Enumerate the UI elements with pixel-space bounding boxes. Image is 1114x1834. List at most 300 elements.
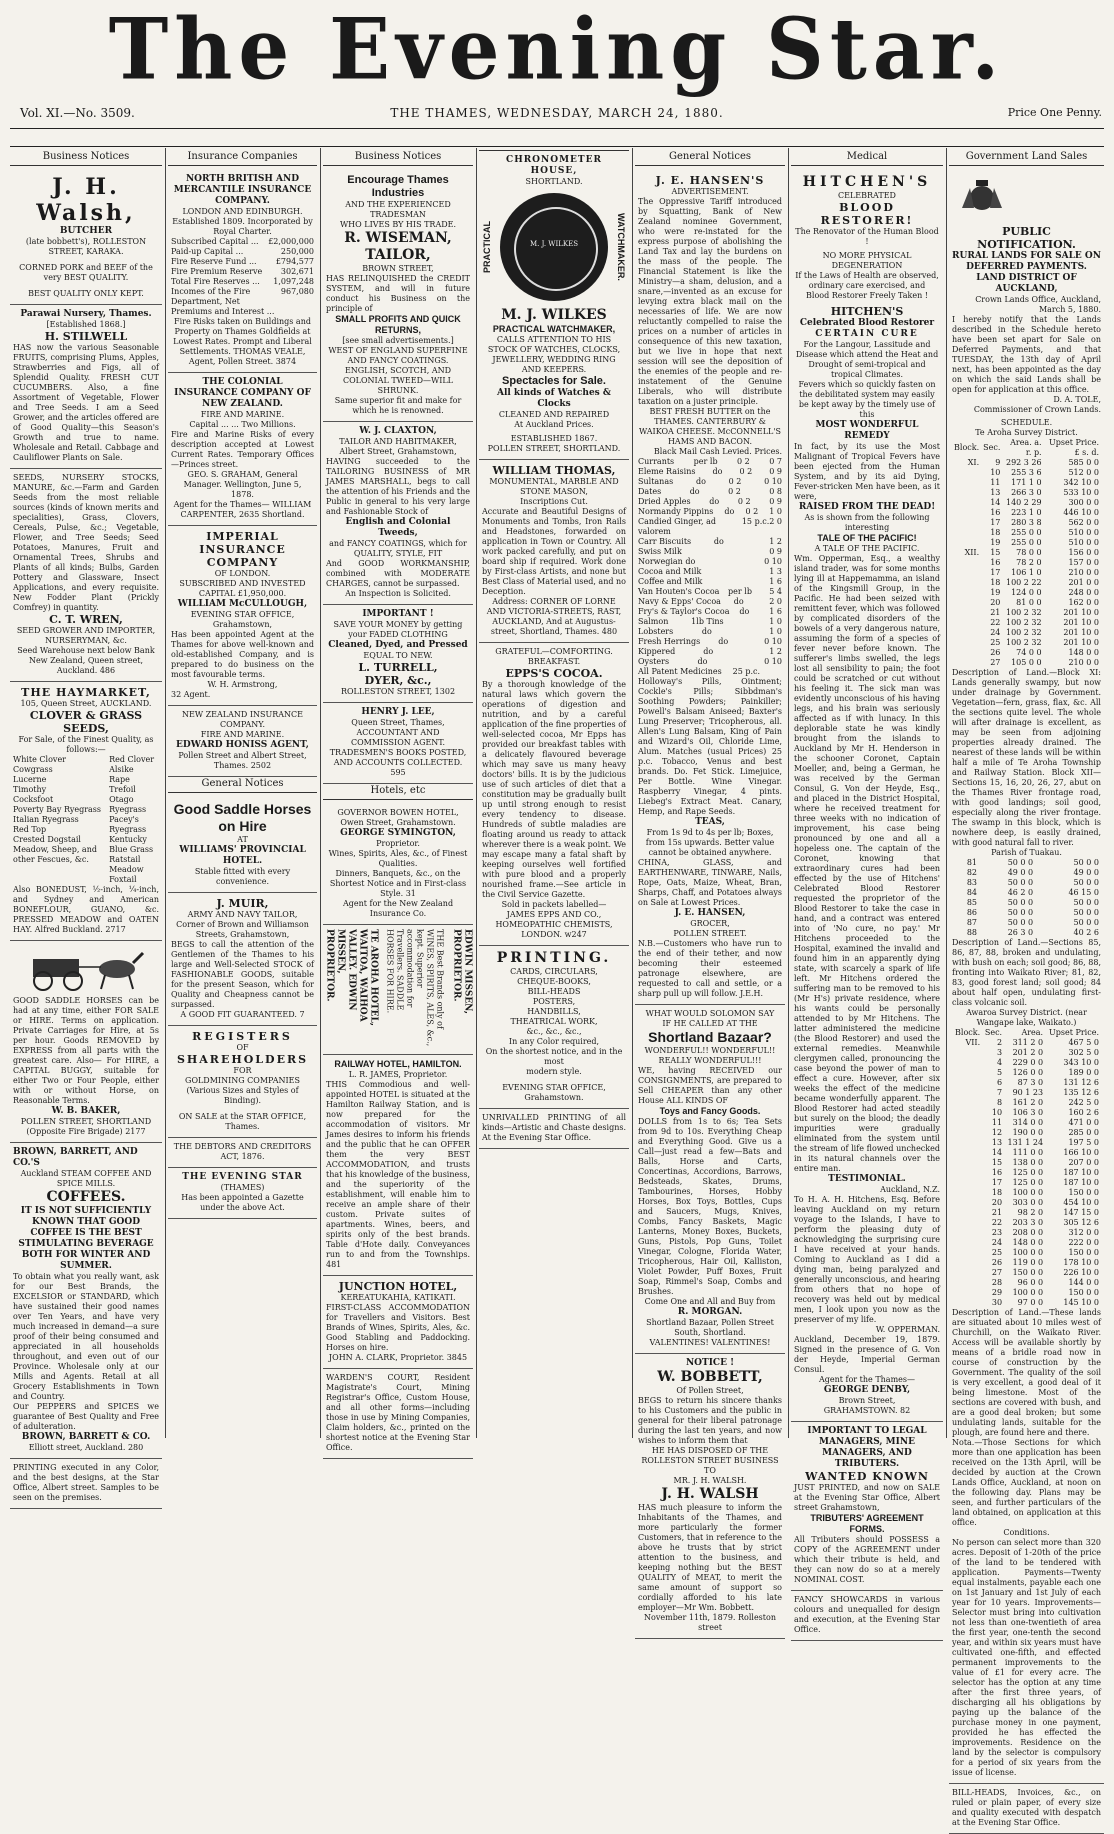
table-cell: 203 3 0 xyxy=(1012,1218,1044,1227)
ad-text: Accurate and Beautiful Designs of Monuments and Tombs, Iron Rails and Headstones, forwarded on application in Town or Country. All work packed carefully, and put on board ship if required. Work done by First-class Artists, and none but Best Class of Material used, and no Deception. xyxy=(482,507,626,596)
north-british-ad xyxy=(168,170,317,373)
price-row-cell: 0 2 xyxy=(728,487,741,496)
price-table xyxy=(638,457,782,677)
ad-title: WHAT WOULD SOLOMON SAY xyxy=(645,1009,775,1018)
price-row-cell: Kippered xyxy=(638,647,676,656)
table-cell: 17 xyxy=(990,568,1001,577)
ad-text: HAS much pleasure to inform the Inhabitants of the Thames, and more particularly the former Customers, that in reference to the above he trusts that by strict attention to the business, and keeping nothing but the BEST QUALITY of MEAT, to merit the same amount of support so cordially afforded to his late employer—Mr Wm. Bobbett. xyxy=(638,1503,782,1612)
table-cell: 100 2 32 xyxy=(1005,638,1042,647)
price-row-cell: 2 0 xyxy=(769,597,782,606)
price-row xyxy=(638,577,782,587)
capital-row xyxy=(171,237,314,247)
table-cell: 46 2 0 xyxy=(1007,888,1034,897)
table-row xyxy=(952,1248,1101,1258)
table-cell xyxy=(952,1168,982,1178)
table-cell xyxy=(952,648,981,658)
table-cell: 242 5 0 xyxy=(1068,1098,1099,1107)
ad-text: ON SALE at the STAR OFFICE, Thames. xyxy=(178,1112,307,1131)
table-cell: 27 xyxy=(991,1268,1003,1277)
capital-row-cell: 250,000 xyxy=(280,247,314,256)
printing-item: THEATRICAL WORK, xyxy=(510,1017,598,1026)
ad-title: Good Saddle Horses on Hire xyxy=(173,801,312,834)
table-cell: 255 3 6 xyxy=(1011,468,1042,477)
section-header: General Notices xyxy=(168,777,317,793)
table-cell: 16 xyxy=(990,558,1001,567)
printing-item: modern style. xyxy=(526,1067,582,1076)
price-row xyxy=(638,627,782,637)
railway-hotel-ad xyxy=(323,1055,473,1276)
ad-name: J. H. WALSH xyxy=(661,1486,759,1502)
ad-subtitle: BREAKFAST. xyxy=(527,657,581,666)
price-row-cell: 1 6 xyxy=(769,577,782,586)
seed-item: Red Clover xyxy=(109,755,155,764)
table-cell: 50 0 0 xyxy=(1007,898,1034,907)
price-row-cell: 0 10 xyxy=(764,637,782,646)
ad-text: ROLLESTON STREET BUSINESS xyxy=(641,1456,779,1465)
table-cell: 189 0 0 xyxy=(1068,1068,1099,1077)
table-cell: 150 0 0 xyxy=(1012,1268,1044,1277)
ad-text: MOST WONDERFUL REMEDY xyxy=(815,420,919,441)
table-cell: 78 2 0 xyxy=(1016,558,1042,567)
table-cell: 157 0 0 xyxy=(1068,558,1099,567)
table-row xyxy=(952,1078,1101,1088)
printing-item: HANDBILLS, xyxy=(527,1007,581,1016)
printing-item: &c., &c., &c., xyxy=(526,1027,582,1036)
ad-name: R. WISEMAN, TAILOR, xyxy=(344,230,452,263)
capital-row-cell: Total Fire Reserves ... xyxy=(171,277,260,286)
price-row-cell: 0 2 xyxy=(739,467,753,476)
table-cell: 187 10 0 xyxy=(1063,1168,1099,1177)
ad-text: OF xyxy=(236,1043,249,1052)
ad-name: BROWN, BARRETT & CO. xyxy=(21,1432,151,1442)
ad-name: W. B. BAKER, xyxy=(51,1106,121,1116)
table-cell: 81 0 0 xyxy=(1016,598,1042,607)
table-cell: 50 0 0 xyxy=(1007,918,1034,927)
table-cell: 305 12 6 xyxy=(1063,1218,1099,1227)
ad-name: D. A. TOLE, xyxy=(1053,395,1101,404)
ad-text: Capital ... ... Two Millions. xyxy=(189,420,296,429)
seed-item: Crested Dogstail xyxy=(13,835,81,844)
ad-text: I hereby notify that the Lands described in the Schedule hereto have been set apart for Sale on Deferred Payments, and that TUESDAY, the 13th day of April next, has been appointed as the day on which the said Lands shall be open for application at this office. xyxy=(952,315,1101,394)
tuakau-table xyxy=(952,858,1101,938)
seed-item: Ratstail xyxy=(109,855,141,864)
price-row xyxy=(638,497,782,507)
ad-text: Blood Restorer Freely Taken ! xyxy=(806,291,928,300)
evening-star-gazette-ad xyxy=(168,1168,317,1219)
side-label: WATCHMAKER. xyxy=(616,213,626,281)
ad-subtitle: DYER, &c., xyxy=(364,674,432,687)
printing-ad xyxy=(10,1459,162,1509)
ad-name: H. STILWELL xyxy=(44,330,128,343)
price-row xyxy=(638,477,782,487)
table-cell: 17 xyxy=(990,518,1001,527)
table-row xyxy=(952,1058,1101,1068)
seed-item: Timothy xyxy=(13,785,47,794)
table-row xyxy=(952,1228,1101,1238)
issue-date: THE THAMES, WEDNESDAY, MARCH 24, 1880. xyxy=(390,106,724,120)
ad-name: JOHN A. CLARK, Proprietor. 3845 xyxy=(328,1353,468,1362)
ad-name: R. MORGAN. xyxy=(677,1307,743,1317)
table-cell: 162 0 0 xyxy=(1068,598,1099,607)
masthead xyxy=(0,0,1114,99)
table-cell: 111 0 0 xyxy=(1012,1148,1044,1157)
coat-of-arms-icon xyxy=(952,178,1012,218)
table-cell: 446 10 0 xyxy=(1063,508,1099,517)
ad-name: WILLIAM THOMAS, xyxy=(492,464,616,477)
table-cell: 150 0 0 xyxy=(1068,1188,1099,1197)
table-row xyxy=(952,898,1101,908)
ad-text: WONDERFUL!! WONDERFUL!! REALLY WONDERFUL!!! xyxy=(644,1046,776,1065)
table-cell: 100 0 0 xyxy=(1012,1248,1044,1257)
ad-text: And GOOD WORKMANSHIP, combined with MODERATE CHARGES, cannot be surpassed. xyxy=(326,559,470,588)
ad-name: JAMES EPPS AND CO., xyxy=(506,910,602,919)
table-row xyxy=(952,888,1101,898)
printing-item: CARDS, CIRCULARS, xyxy=(510,967,598,976)
ad-text: HAS now the various Seasonable FRUITS, comprising Plums, Apples, Strawberries and Figs, all of Splendid Quality. FRESH CUT CUCUMBERS. Also, a fine Assortment of Vegetable, Flower and Tree Seeds. I am a Seed Grower, and the articles offered are of Good Quality—this Season's Growth and true to name. Wholesale and Retail. Cabbage and Cauliflower Plants on Sale. xyxy=(13,343,159,462)
ad-heading: TRIBUTERS' AGREEMENT FORMS. xyxy=(810,1513,924,1534)
price-row xyxy=(638,587,782,597)
ad-text: WARDEN'S COURT, Resident Magistrate's Court, Mining Registrar's Office, Custom House, and all other forms—including those in use by Mining Companies, Claim holders, &c., printed on the shortest notice at the Evening Star Office. xyxy=(326,1373,470,1452)
ad-text: The Renovator of the Human Blood ! xyxy=(795,227,939,246)
seed-item: Cocksfoot xyxy=(13,795,54,804)
ad-address: POLLEN STREET, SHORTLAND (Opposite Fire Brigade) 2177 xyxy=(20,1117,152,1136)
ad-text: Proprietor. xyxy=(376,839,420,848)
table-row xyxy=(952,1208,1101,1218)
ad-name: W. J. CLAXTON, xyxy=(359,426,437,436)
coffee-ad xyxy=(10,1143,162,1459)
table-cell: 16 xyxy=(990,508,1001,517)
table-row xyxy=(952,858,1101,868)
capital-row-cell: Incomes of the Fire Department, Net Premiums and Interest ... xyxy=(171,287,275,316)
ad-title: PUBLIC NOTIFICATION. xyxy=(977,225,1076,251)
ad-text: HAVING succeeded to the TAILORING BUSINESS of MR JAMES MARSHALL, begs to call the attention of his Friends and the Public in general to his very large and Fashionable Stock of xyxy=(326,457,470,516)
table-cell: 23 xyxy=(991,1228,1003,1237)
nursery-ad xyxy=(10,305,162,469)
price-row-cell: Normandy Pippins xyxy=(638,507,714,516)
table-cell: 144 0 0 xyxy=(1068,1278,1099,1287)
price-row-cell: Dates xyxy=(638,487,662,496)
price-row-cell: do xyxy=(697,657,708,666)
ad-address: Pollen Street and Albert Street, Thames. 2502 xyxy=(178,751,307,770)
table-cell xyxy=(952,1228,982,1238)
table-cell: 6 xyxy=(997,1078,1003,1087)
ad-text: Established 1809. Incorporated by Royal Charter. xyxy=(172,217,313,236)
ad-address: Queen Street, Thames, xyxy=(351,718,445,727)
price-row-cell: do xyxy=(739,607,750,616)
table-cell: 210 0 0 xyxy=(1068,568,1099,577)
ad-subtitle: CELEBRATED xyxy=(838,191,896,200)
price-row-cell: do xyxy=(689,487,700,496)
table-row xyxy=(952,458,1101,468)
column-medical xyxy=(791,150,943,1634)
hitchens-ad xyxy=(791,170,943,1422)
table-cell: 100 2 32 xyxy=(1005,628,1042,637)
ad-text: (Various Sizes and Styles of Binding). xyxy=(186,1086,299,1105)
ad-title: PRINTING. xyxy=(496,950,612,966)
price-row-cell: Cocoa and Milk xyxy=(638,567,702,576)
ad-title: RAILWAY HOTEL, HAMILTON. xyxy=(334,1059,462,1069)
table-cell: 285 0 0 xyxy=(1068,1128,1099,1137)
capital-row-cell: Paid-up Capital ... xyxy=(171,247,244,256)
table-cell: XII. xyxy=(964,548,980,557)
printing-services-ad xyxy=(479,946,629,1109)
price-row-cell: Eleme Raisins xyxy=(638,467,696,476)
table-cell: 5 xyxy=(997,1068,1003,1077)
table-cell: 119 0 0 xyxy=(1012,1258,1044,1267)
ad-subtitle: CLOVER & GRASS SEEDS, xyxy=(29,709,143,735)
table-row xyxy=(952,618,1101,628)
ad-subtitle: LONDON AND EDINBURGH. xyxy=(182,207,303,216)
table-row xyxy=(952,1048,1101,1058)
table-cell: 171 1 0 xyxy=(1011,478,1042,487)
ad-title: JUNCTION HOTEL, xyxy=(338,1280,458,1293)
schedule-title: SCHEDULE. xyxy=(1000,418,1053,427)
table-cell xyxy=(952,618,981,628)
price-row-cell: 0 2 xyxy=(737,457,750,466)
ad-text: Cleaned, Dyed, and Pressed xyxy=(328,640,468,650)
seed-item: Meadow Foxtail xyxy=(109,865,144,884)
ad-name: HENRY J. LEE, xyxy=(361,707,435,717)
ad-agent: Agent for the Thames— WILLIAM CARPENTER, 2635 Shortland. xyxy=(173,500,312,519)
rotated-ad-text: TE AROHA HOTEL, WAITOA, WAIHOA VALLEY. EDWIN MISSEN, PROPRIETOR. xyxy=(324,929,379,1026)
rotated-ad-text: THE Best Brands only of WINES, SPIRITS, ALES, &c., kept. Superior accommodation for Travellers. SADDLE HORSES FOR HIRE. xyxy=(385,929,445,1047)
section-header: General Notices xyxy=(635,150,785,166)
ad-name: J. MUIR, xyxy=(216,897,269,910)
price-row-cell: 1 0 xyxy=(769,617,782,626)
column-divider xyxy=(476,148,477,1438)
table-cell: 26 xyxy=(990,648,1001,657)
table-cell: 100 2 32 xyxy=(1005,618,1042,627)
ad-address: 105, Queen Street, AUCKLAND. xyxy=(20,699,152,708)
wren-ad xyxy=(10,469,162,682)
table-row xyxy=(952,508,1101,518)
capital-row-cell: Fire Reserve Fund ... xyxy=(171,257,257,266)
price-row-cell: Oysters xyxy=(638,657,670,666)
ad-text: Holloway's Pills, Ointment; Cockle's Pills; Sibbdman's Soothing Powders; Painkiller; Powell's Balsam Aniseed; Baxter's Lung Preserver; Tricopherous, all. Allen's Lung Balsam, King of Pain and Wizard's Oil, Chloride Lime, Alum. Matches (usual Prices) 25 p.c. Tobacco, Venus and best brands. Do. Fet Stick. Limejuice, Per Bottle. Wine Vinegar. Raspberry Vinegar, 4 pints. Liebeg's Extract Meat. Canary, Hemp, and Rape Seeds. xyxy=(638,677,782,816)
table-cell: 82 xyxy=(966,868,978,877)
table-cell: 97 0 0 xyxy=(1017,1298,1044,1307)
table-cell: 14 xyxy=(990,498,1001,507)
price-row-cell: Fry's & Taylor's Cocoa xyxy=(638,607,730,616)
lee-ad xyxy=(323,703,473,784)
ad-name: GEORGE SYMINGTON, xyxy=(340,828,456,838)
ad-text: A GOOD FIT GUARANTEED. 7 xyxy=(180,1010,305,1019)
table-cell xyxy=(952,508,981,518)
seed-list-right xyxy=(109,755,159,885)
table-cell: 22 xyxy=(991,1218,1003,1227)
table-row xyxy=(952,1128,1101,1138)
saddle-horses-ad xyxy=(168,797,317,893)
section-header: Insurance Companies xyxy=(168,150,317,166)
table-cell: 87 xyxy=(966,918,978,927)
price-row-cell: do xyxy=(703,647,714,656)
seed-item: White Clover xyxy=(13,755,66,764)
ad-text: Description of Land.—Block XI: Lands generally swampy, but now under drainage by Government. Vegetation—fern, grass, flax, &c. All the sections quite level. The whole will after drainage is excellent, as may be seen from adjoining properties already drained. The nearest of these lands will be within half a mile of Te Aroha Township and Railway Station. Block XII—Sections 15, 16, 20, 26, 27, abut on the Thames River frontage road, with good landings; soil good, especially along the river frontage. The swamp in this block, which is nowhere deep, is easily drained, with good natural fall to river. xyxy=(952,668,1101,847)
table-row xyxy=(952,1258,1101,1268)
price-row-cell: Candied Ginger, ad valorem xyxy=(638,517,716,536)
price-row xyxy=(638,617,782,627)
table-cell: 197 5 0 xyxy=(1068,1138,1099,1147)
table-cell: 314 0 0 xyxy=(1012,1118,1044,1127)
column-divider xyxy=(320,148,321,1438)
price-row-cell: Van Houten's Cocoa xyxy=(638,587,720,596)
capital-row xyxy=(171,277,314,287)
table-cell: 266 3 0 xyxy=(1011,488,1042,497)
ad-title: THE HAYMARKET, xyxy=(21,686,151,699)
ad-subtitle: WHO LIVES BY HIS TRADE. xyxy=(339,220,457,229)
ad-title: IMPERIAL xyxy=(206,530,279,543)
ad-address: (late bobbett's), ROLLESTON STREET, KARAKA. xyxy=(25,237,147,256)
table-cell: 150 0 0 xyxy=(1068,1288,1099,1297)
debtors-ad xyxy=(168,1138,317,1168)
table-cell: 210 0 0 xyxy=(1068,658,1099,667)
ad-text: CALLS ATTENTION TO HIS STOCK OF WATCHES, CLOCKS, JEWELLERY, WEDDING RING AND KEEPERS. xyxy=(487,335,621,374)
printing-item: POSTERS, xyxy=(532,997,576,1006)
ad-text: For the Langour, Lassitude and Disease which attend the Heat and Drought of semi-tropical and tropical Climates. xyxy=(795,340,939,379)
table-cell xyxy=(952,1108,982,1118)
table-cell: 131 12 6 xyxy=(1063,1078,1099,1087)
ad-address: BROWN STREET, xyxy=(362,264,434,273)
table-cell: 8 xyxy=(997,1098,1003,1107)
price-row-cell: do xyxy=(695,477,706,486)
dateline xyxy=(0,100,1114,126)
ad-address: ROLLESTON STREET, 1302 xyxy=(340,687,456,696)
table-cell xyxy=(952,588,981,598)
table-row xyxy=(952,1088,1101,1098)
ad-text: All kinds of Watches & Clocks xyxy=(496,388,612,409)
ad-text: SEEDS, NURSERY STOCKS, MANURE, &c.—Farm and Garden Seeds from the most reliable sources (kinds of known merits and specialities), Grass, Clovers, Cereals, Pulse, &c.; Vegetable, Flower, and Tree Seeds; Seed Potatoes, Manures, Fruit and Ornamental Trees, Shrubs and Plants of all kinds; Bulbs, Garden Pottery and Glassware, Insect Applications, and every requisite. New Fodder Plant (Prickly Comfrey) in quantity. xyxy=(13,473,159,612)
volume-number: Vol. XI.—No. 3509. xyxy=(20,106,135,120)
muir-ad xyxy=(168,893,317,1026)
side-label: PRACTICAL xyxy=(482,221,492,273)
ad-text: GOLDMINING COMPANIES xyxy=(185,1076,300,1085)
table-cell: 50 0 0 xyxy=(1007,908,1034,917)
table-cell: 13 xyxy=(991,1138,1003,1147)
newspaper-title: The Evening Star. xyxy=(108,0,1006,99)
ad-address: KEREATUKAHIA, KATIKATI. xyxy=(340,1293,456,1302)
ad-heading: Shortland Bazaar? xyxy=(648,1029,772,1045)
ad-address: Address: CORNER OF LORNE AND VICTORIA-STREETS, RAST, AUCKLAND, And at Augustus-street, Shortland, Thames. 480 xyxy=(486,597,622,636)
table-cell: 78 0 0 xyxy=(1016,548,1042,557)
public-notification xyxy=(949,170,1104,1784)
table-cell: 3 xyxy=(997,1048,1003,1057)
table-row xyxy=(952,918,1101,928)
ad-subtitle: Auckland STEAM COFFEE AND SPICE MILLS. xyxy=(20,1169,152,1188)
section-header: Medical xyxy=(791,150,943,166)
table-cell: 148 0 0 xyxy=(1012,1238,1044,1247)
table-cell: 471 0 0 xyxy=(1068,1118,1099,1127)
price-row-cell: Carr Biscuits xyxy=(638,537,692,546)
table-row xyxy=(952,1158,1101,1168)
seed-list xyxy=(13,755,159,885)
ad-subtitle: TAILOR AND HABITMAKER, xyxy=(339,437,457,446)
ad-name: WILLIAMS' PROVINCIAL HOTEL. xyxy=(179,845,306,866)
ad-text: Fire Risks taken on Buildings and Property on Thames Goldfields at Lowest Rates. Prompt and Liberal Settlements. THOMAS VEALE, Agent, Pollen Street. 3874 xyxy=(173,317,312,366)
table-cell: 454 10 0 xyxy=(1063,1198,1099,1207)
seed-item: Poverty Bay Ryegrass xyxy=(13,805,102,814)
ad-text: WEST OF ENGLAND SUPERFINE AND FANCY COATINGS. ENGLISH, SCOTCH, AND COLONIAL TWEED—WILL SHRUNK. xyxy=(328,346,468,395)
table-cell: 50 0 0 xyxy=(1073,858,1099,867)
ad-text: MR. J. H. WALSH. xyxy=(673,1476,747,1485)
table-row xyxy=(952,1068,1101,1078)
haymarket-ad xyxy=(10,682,162,941)
ad-text: Sold in packets labelled— xyxy=(501,900,607,909)
price-row-cell: 0 9 xyxy=(769,547,782,556)
table-cell xyxy=(952,1128,982,1138)
price-row xyxy=(638,647,782,657)
capital-table xyxy=(171,237,314,317)
table-row xyxy=(952,928,1101,938)
ad-text: Also BONEDUST, ½-inch, ¼-inch, and Sydney and American BONEFLOUR, GUANO, &c. PRESSED MEADOW and OATEN HAY. Alfred Buckland. 2717 xyxy=(13,885,159,934)
ad-subtitle: SHORTLAND. xyxy=(525,177,583,186)
price-row-cell: 0 10 xyxy=(764,557,782,566)
table-cell: 16 xyxy=(991,1168,1003,1177)
capital-row-cell: 967,080 xyxy=(280,287,314,296)
table-cell xyxy=(952,1078,982,1088)
ad-heading: Conditions. xyxy=(1003,1528,1050,1537)
price-row-cell: per lb xyxy=(728,587,752,596)
unrivalled-printing-ad xyxy=(479,1109,629,1149)
ad-text: For Sale, of the Finest Quality, as follows:— xyxy=(18,735,154,754)
epps-cocoa-ad xyxy=(479,643,629,946)
ad-address: Owen Street, Grahamstown. xyxy=(340,818,456,827)
table-cell: 25 xyxy=(990,638,1001,647)
table-cell: 207 0 0 xyxy=(1068,1158,1099,1167)
price-row xyxy=(638,537,782,547)
ad-title: NOTICE ! xyxy=(685,1358,735,1368)
table-cell: 49 0 0 xyxy=(1007,868,1034,877)
table-row xyxy=(952,488,1101,498)
section-header: Business Notices xyxy=(10,150,162,166)
ad-title: GRATEFUL—COMFORTING. xyxy=(495,647,613,656)
price-row xyxy=(638,467,782,477)
governor-bowen-ad xyxy=(323,804,473,925)
table-cell: 50 0 0 xyxy=(1073,878,1099,887)
schedule-table xyxy=(952,438,1101,668)
table-cell: 7 xyxy=(997,1088,1003,1097)
table-row xyxy=(952,548,1101,558)
table-cell: 178 10 0 xyxy=(1063,1258,1099,1267)
te-aroha-ad xyxy=(323,925,473,1055)
table-cell: 18 xyxy=(990,528,1001,537)
printing-item: On the shortest notice, and in the most xyxy=(485,1047,623,1066)
clock-face xyxy=(514,207,598,291)
table-cell: 13 xyxy=(990,488,1001,497)
price-row-cell: do xyxy=(733,597,744,606)
ad-subtitle: A TALE OF THE PACIFIC. xyxy=(814,544,920,553)
table-cell: 2 xyxy=(997,1038,1003,1047)
table-cell: 124 0 0 xyxy=(1011,588,1042,597)
ad-text: TRADESMEN'S BOOKS POSTED, AND ACCOUNTS COLLECTED. 595 xyxy=(329,748,467,777)
table-cell: 88 xyxy=(966,928,978,937)
junction-hotel-ad xyxy=(323,1276,473,1369)
ad-text: TO xyxy=(704,1466,716,1475)
ad-text: From 1s 9d to 4s per lb; Boxes, from 15s upwards. Better value cannot be obtained anywhere. xyxy=(645,828,775,857)
ad-text: ACT, 1876. xyxy=(220,1152,265,1161)
ad-subtitle: GROCER, xyxy=(690,919,730,928)
table-cell: 160 2 6 xyxy=(1068,1108,1099,1117)
ad-text: BEST QUALITY ONLY KEPT. xyxy=(28,289,144,298)
ad-text: ESTABLISHED 1867. xyxy=(510,434,598,443)
table-cell: 223 1 0 xyxy=(1011,508,1042,517)
hansen-ad xyxy=(635,170,785,1005)
price-row-cell: do xyxy=(709,497,720,506)
table-header-cell: Block. xyxy=(954,443,980,452)
ad-text: FOR xyxy=(233,1066,252,1075)
table-cell: 4 xyxy=(997,1058,1003,1067)
seed-item: Meadow, Sheep, and other Fescues, &c. xyxy=(13,845,97,864)
ad-text: Come One and All and Buy from xyxy=(644,1297,776,1306)
